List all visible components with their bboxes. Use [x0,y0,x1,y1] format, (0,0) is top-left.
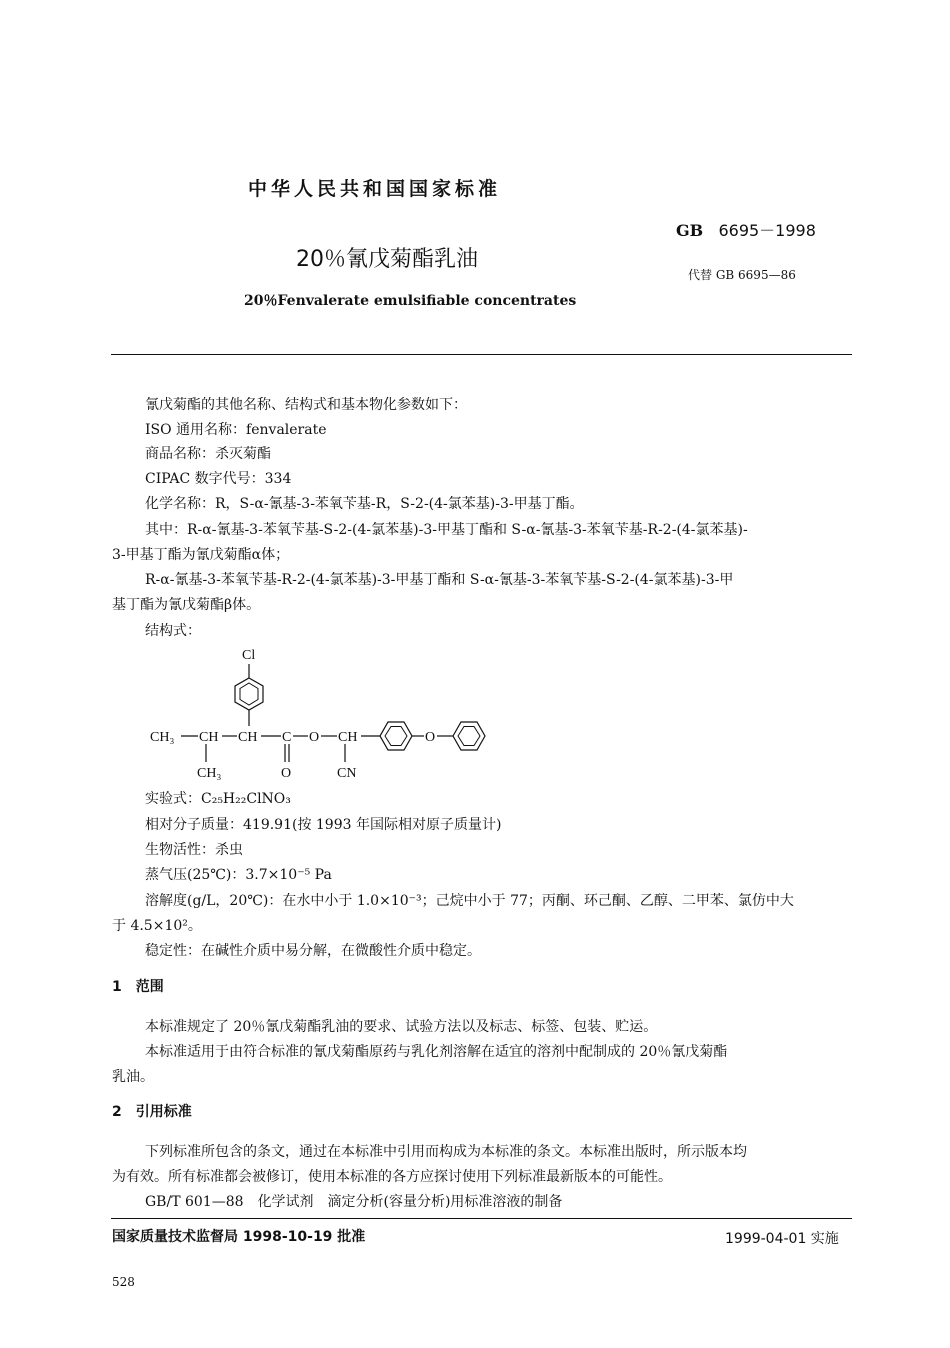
structure-group-ch: CH [338,730,358,745]
document-title-cn: 20％氰戊菊酯乳油 [296,247,478,272]
structure-atom-cl: Cl [242,648,256,663]
reference-item: GB/T 601—88 化学试剂 滴定分析(容量分析)用标准溶液的制备 [145,1194,563,1210]
section-1-heading: 1 范围 [112,979,164,995]
section-1-paragraph: 本标准规定了 20％氰戊菊酯乳油的要求、试验方法以及标志、标签、包装、贮运。 [145,1019,658,1035]
header-divider [111,354,852,355]
structure-group-cn: CN [337,766,357,781]
phenoxy-ring-inner [385,727,407,746]
standard-code [676,218,816,241]
property-solubility: 溶解度(g/L，20℃)：在水中小于 1.0×10⁻³；己烷中小于 77；丙酮、环己酮、乙醇、二甲苯、氯仿中大 [145,893,794,909]
section-1-paragraph: 乳油。 [112,1069,154,1085]
page-number: 528 [112,1275,135,1289]
implementation-date: 1999-04-01 实施 [725,1231,839,1247]
footer-divider [111,1218,852,1219]
intro-line: 其中：R-α-氰基-3-苯氧苄基-S-2-(4-氯苯基)-3-甲基丁酯和 S-α-氰基-3-苯氧苄基-R-2-(4-氯苯基)- [145,522,748,538]
intro-line: R-α-氰基-3-苯氧苄基-R-2-(4-氯苯基)-3-甲基丁酯和 S-α-氰基-3-苯氧苄基-S-2-(4-氯苯基)-3-甲 [145,572,734,588]
standard-code-prefix: GB [676,221,704,240]
property-molar-mass: 相对分子质量：419.91(按 1993 年国际相对原子质量计) [145,817,502,833]
property-solubility: 于 4.5×10²。 [112,918,202,934]
approval-note: 国家质量技术监督局 1998-10-19 批准 [112,1229,366,1245]
property-bioactivity: 生物活性：杀虫 [145,842,243,858]
chlorophenyl-ring-inner [240,683,258,705]
intro-line: ISO 通用名称：fenvalerate [145,422,327,438]
intro-line: CIPAC 数字代号：334 [145,471,292,487]
section-1-paragraph: 本标准适用于由符合标准的氰戊菊酯原药与乳化剂溶解在适宜的溶剂中配制成的 20％氰戊菊酯 [145,1044,728,1060]
structural-formula [140,640,510,785]
structure-atom-o: O [309,730,320,745]
phenyl-ring-inner [458,727,480,746]
structure-group-ch3: CH₃ [150,730,175,745]
property-stability: 稳定性：在碱性介质中易分解，在微酸性介质中稳定。 [145,943,481,959]
section-2-paragraph: 为有效。所有标准都会被修订，使用本标准的各方应探讨使用下列标准最新版本的可能性。 [112,1169,672,1185]
national-standard-title: 中华人民共和国国家标准 [248,178,502,200]
property-formula: 实验式：C₂₅H₂₂ClNO₃ [145,791,291,807]
property-vapor-pressure: 蒸气压(25℃)：3.7×10⁻⁵ Pa [145,867,332,883]
structure-atom-o: O [281,766,292,781]
section-2-paragraph: 下列标准所包含的条文，通过在本标准中引用而构成为本标准的条文。本标准出版时，所示版本均 [145,1144,747,1160]
intro-line: 氰戊菊酯的其他名称、结构式和基本物化参数如下： [145,397,467,413]
intro-line: 化学名称：R，S-α-氰基-3-苯氧苄基-R，S-2-(4-氯苯基)-3-甲基丁酯。 [145,496,584,512]
structure-group-ch: CH [199,730,219,745]
document-title-en: 20％Fenvalerate emulsifiable concentrates [244,293,577,309]
structure-group-ch: CH [238,730,258,745]
structure-atom-c: C [282,730,292,745]
intro-line: 结构式： [145,623,201,639]
replaces-note: 代替 GB 6695—86 [688,268,796,282]
intro-line: 基丁酯为氰戊菊酯β体。 [112,597,261,613]
standard-code-number: 6695－1998 [718,221,816,240]
structure-group-ch3: CH₃ [197,766,222,781]
intro-line: 3-甲基丁酯为氰戊菊酯α体； [112,547,290,563]
intro-line: 商品名称：杀灭菊酯 [145,446,271,462]
section-2-heading: 2 引用标准 [112,1104,192,1120]
structure-atom-o: O [425,730,436,745]
